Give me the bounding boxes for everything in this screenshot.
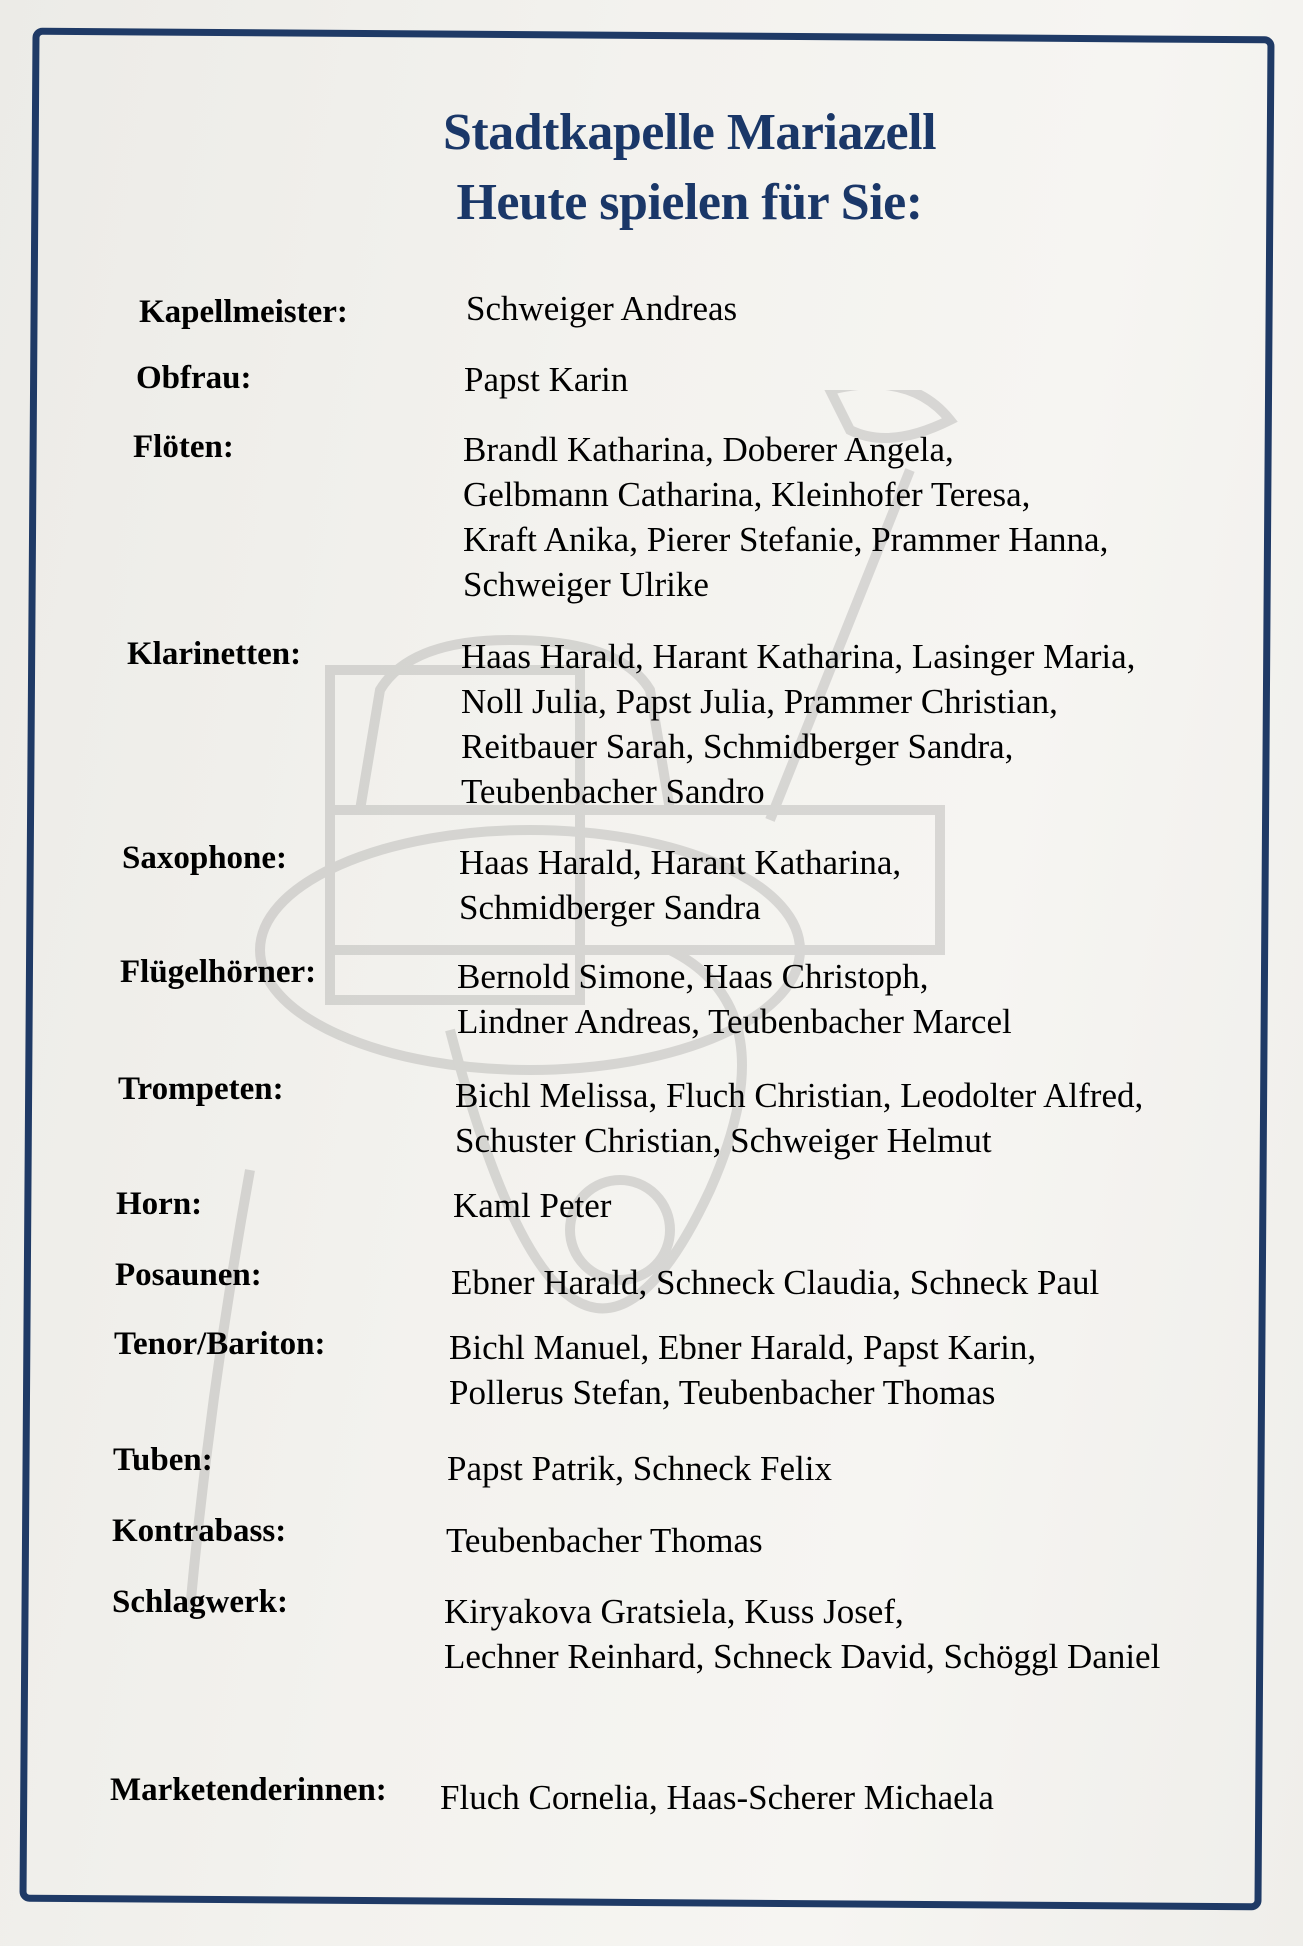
member-line: Gelbmann Catharina, Kleinhofer Teresa, <box>463 475 1031 514</box>
member-names <box>466 286 737 331</box>
member-line: Kraft Anika, Pierer Stefanie, Prammer Hanna, <box>463 520 1109 559</box>
section-label: Horn: <box>116 1186 203 1222</box>
member-line: Bichl Manuel, Ebner Harald, Papst Karin, <box>449 1328 1037 1367</box>
member-names <box>464 357 628 402</box>
section-label: Saxophone: <box>122 840 288 876</box>
member-line: Schmidberger Sandra <box>459 888 761 927</box>
member-line: Fluch Cornelia, Haas-Scherer Michaela <box>440 1778 994 1817</box>
member-names <box>455 1073 1143 1163</box>
member-names <box>447 1446 832 1491</box>
member-line: Kiryakova Gratsiela, Kuss Josef, <box>444 1592 904 1631</box>
member-line: Haas Harald, Harant Katharina, Lasinger Maria, <box>461 637 1136 676</box>
page-subtitle: Heute spielen für Sie: <box>456 174 923 231</box>
section-label: Posaunen: <box>115 1257 262 1293</box>
member-names <box>444 1589 1160 1679</box>
member-names <box>449 1325 1036 1415</box>
section-label: Trompeten: <box>118 1071 284 1107</box>
member-line: Brandl Katharina, Doberer Angela, <box>463 430 954 469</box>
member-line: Ebner Harald, Schneck Claudia, Schneck Paul <box>451 1263 1100 1302</box>
section-label: Kontrabass: <box>112 1513 287 1549</box>
member-line: Kaml Peter <box>453 1186 612 1225</box>
member-line: Pollerus Stefan, Teubenbacher Thomas <box>449 1373 996 1412</box>
section-label: Tuben: <box>113 1442 213 1478</box>
member-line: Bernold Simone, Haas Christoph, <box>457 957 929 996</box>
member-names <box>459 840 901 930</box>
member-line: Schweiger Andreas <box>466 289 738 328</box>
member-names <box>463 427 1108 607</box>
section-label: Flügelhörner: <box>120 954 317 990</box>
page-title: Stadtkapelle Mariazell <box>442 104 937 161</box>
member-line: Schuster Christian, Schweiger Helmut <box>455 1121 992 1160</box>
section-label: Schlagwerk: <box>112 1584 288 1620</box>
member-line: Schweiger Ulrike <box>463 565 709 604</box>
member-names <box>451 1260 1099 1305</box>
member-line: Teubenbacher Sandro <box>461 772 765 811</box>
member-line: Lechner Reinhard, Schneck David, Schöggl Daniel <box>444 1637 1161 1676</box>
member-line: Haas Harald, Harant Katharina, <box>459 843 902 882</box>
member-names <box>446 1518 763 1563</box>
section-label: Kapellmeister: <box>139 294 348 330</box>
member-line: Teubenbacher Thomas <box>446 1521 763 1560</box>
member-names <box>453 1183 611 1228</box>
member-names <box>461 634 1135 814</box>
member-line: Bichl Melissa, Fluch Christian, Leodolter Alfred, <box>455 1076 1144 1115</box>
member-line: Papst Karin <box>464 360 629 399</box>
member-line: Reitbauer Sarah, Schmidberger Sandra, <box>461 727 1014 766</box>
section-label: Klarinetten: <box>127 636 302 672</box>
member-names <box>457 954 1012 1044</box>
section-label: Obfrau: <box>136 360 252 396</box>
section-label: Flöten: <box>133 429 234 465</box>
member-line: Lindner Andreas, Teubenbacher Marcel <box>457 1002 1012 1041</box>
member-line: Papst Patrik, Schneck Felix <box>447 1449 832 1488</box>
section-label: Tenor/Bariton: <box>114 1326 326 1362</box>
member-names <box>440 1775 994 1820</box>
section-label: Marketenderinnen: <box>110 1772 387 1808</box>
member-line: Noll Julia, Papst Julia, Prammer Christian, <box>461 682 1058 721</box>
